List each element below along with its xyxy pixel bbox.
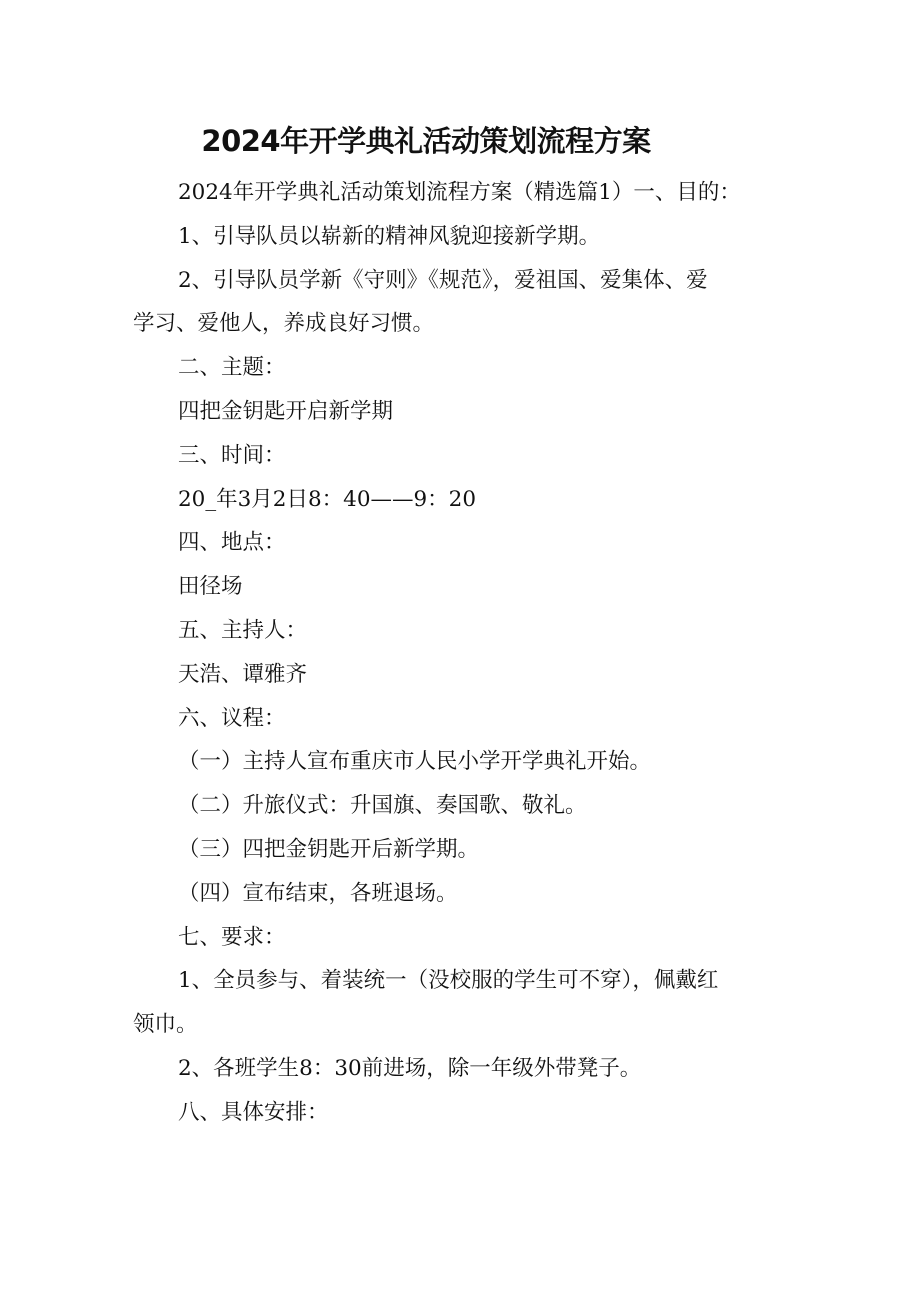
paragraph-line-continued: 领巾。 xyxy=(133,1012,198,1038)
paragraph-line: 2、各班学生8：30前进场，除一年级外带凳子。 xyxy=(178,1055,642,1081)
paragraph-line: 八、具体安排： xyxy=(178,1099,329,1125)
paragraph-line: 四、地点： xyxy=(178,530,286,556)
paragraph xyxy=(133,740,783,784)
paragraph-line: 七、要求： xyxy=(178,924,286,950)
paragraph xyxy=(133,653,783,697)
paragraph xyxy=(133,872,783,916)
paragraph-line: 1、全员参与、着装统一（没校服的学生可不穿），佩戴红 xyxy=(178,968,719,994)
paragraph-line: 五、主持人： xyxy=(178,617,308,643)
paragraph xyxy=(133,609,783,653)
paragraph-line: 四把金钥匙开启新学期 xyxy=(178,398,394,424)
paragraph-line: （三）四把金钥匙开后新学期。 xyxy=(178,836,480,862)
document-title: 2024年开学典礼活动策划流程方案 xyxy=(201,124,651,158)
paragraph-line: 2、引导队员学新《守则》《规范》，爱祖国、爱集体、爱 xyxy=(178,267,708,293)
paragraph xyxy=(133,521,783,565)
paragraph xyxy=(133,215,783,259)
paragraph-line: 田径场 xyxy=(178,574,243,600)
paragraph-line: 2024年开学典礼活动策划流程方案（精选篇1）一、目的： xyxy=(178,180,741,205)
paragraph xyxy=(133,565,783,609)
paragraph xyxy=(133,784,783,828)
paragraph-line: 1、引导队员以崭新的精神风貌迎接新学期。 xyxy=(178,223,601,249)
paragraph-line-continued: 学习、爱他人，养成良好习惯。 xyxy=(133,311,435,337)
paragraph xyxy=(133,959,783,1047)
paragraph xyxy=(133,434,783,478)
paragraph xyxy=(133,1047,783,1091)
document-body xyxy=(133,171,783,1135)
paragraph xyxy=(133,478,783,522)
paragraph xyxy=(133,828,783,872)
paragraph xyxy=(133,1091,783,1135)
paragraph-line: （一）主持人宣布重庆市人民小学开学典礼开始。 xyxy=(178,749,652,775)
paragraph-line: 三、时间： xyxy=(178,442,286,468)
paragraph xyxy=(133,916,783,960)
paragraph xyxy=(133,346,783,390)
paragraph-line: 六、议程： xyxy=(178,705,286,731)
paragraph-line: 二、主题： xyxy=(178,355,286,381)
paragraph xyxy=(133,259,783,347)
paragraph-line: 天浩、谭雅齐 xyxy=(178,661,308,687)
paragraph xyxy=(133,390,783,434)
paragraph-line: 20_年3月2日8：40——9：20 xyxy=(178,486,477,512)
paragraph xyxy=(133,697,783,741)
paragraph-line: （四）宣布结束，各班退场。 xyxy=(178,880,458,906)
paragraph-line: （二）升旅仪式：升国旗、奏国歌、敬礼。 xyxy=(178,793,587,819)
paragraph xyxy=(133,171,783,215)
